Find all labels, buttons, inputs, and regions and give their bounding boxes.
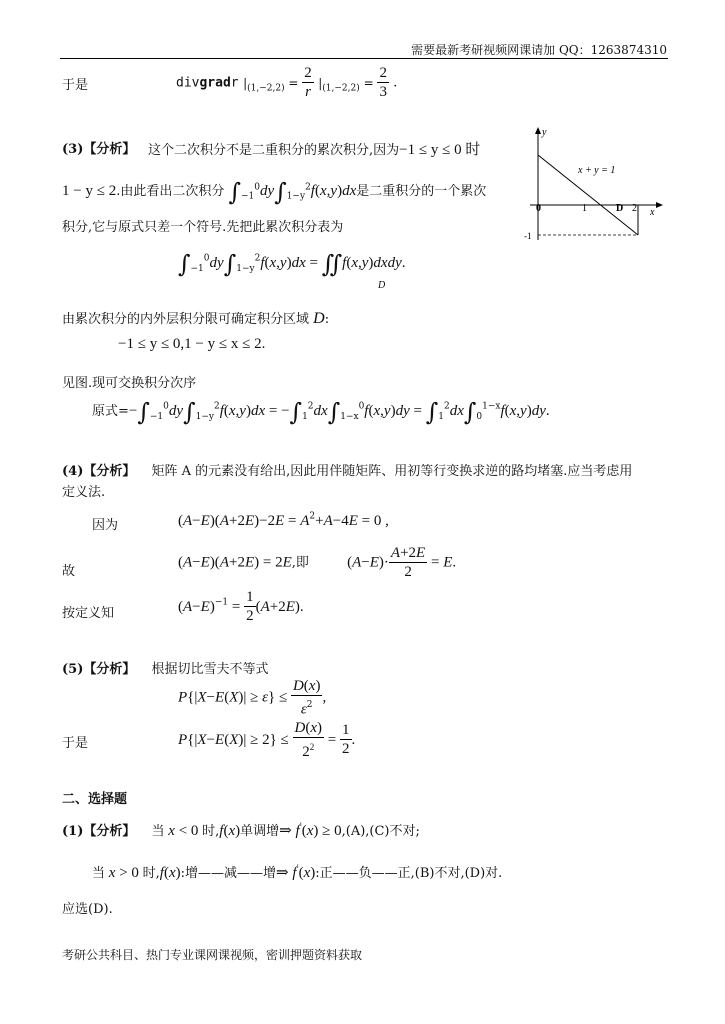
sec3-tag-text: (3)【分析】 [62,142,136,157]
sec4-eq2: (A−E)(A+2E) = 2E,即 (A−E)· $\frac{A+2E}{2}$ = E. [178,545,457,580]
part2-line1-b: 时, [202,824,220,839]
label-yushi: 于是 [62,78,89,93]
sec5-ineq1: P{|X−E(X)| ≥ ε} ≤ $\frac{D(x)}{\varepsilon^2}$ , [178,678,327,718]
label-ji: ,即 [291,555,309,571]
sec3-line2: 1 − y ≤ 2.由此看出二次积分 $\int_{-1}^0dy\int_{1-y}^2f(x,y)dx$是二重积分的一个累次 [62,178,487,206]
sec3-line4: 由累次积分的内外层积分限可确定积分区域 D: [62,310,330,327]
fig-yaxis: y [542,127,547,138]
sec3-tag [62,138,135,157]
sec3-identity: $\int_{-1}^0dy\int_{1-y}^2f(x,y)dx$ = ∬f(x,y)dxdy. D [178,250,406,291]
sec4-line1-text: 矩阵 A 的元素没有给出,因此用伴随矩阵、用初等行变换求逆的路均堵塞.应当考虑用 [151,464,633,479]
sec3-cond: −1 ≤ y ≤ 0 时 [399,142,481,158]
formula-divgrad: divgradr $|_{(1,-2,2)}$ = $\frac{2}{r}$ $|_{(1,-2,2)}$ = $\frac{2}{3}$ . [176,65,398,100]
label-yushi2: 于是 [62,736,89,751]
part2-line2: 当 x > 0 时,f(x):增——减——增⇒ f′(x):正——负——正,(B)不对,(D)对. [92,864,503,881]
sec3-line1-text: 这个二次积分不是二重积分的累次积分,因为 [148,143,400,158]
header-rule [60,58,668,59]
page-header: 需要最新考研视频网课请加 QQ：1263874310 [411,43,667,57]
sec4-eq3: $(A-E)^{-1}$ = $\frac{1}{2}$ (A+2E). [178,589,304,624]
fig-line-label: x + y = 1 [578,165,616,176]
sec4-eq1: $(A-E)(A+2E)-2E = A^2+A-4E = 0$ , [178,511,389,529]
part2-line1: (1)【分析】 当 x < 0 时,f(x)单调增⇒ f′(x) ≥ 0,(A),(C)不对; [62,822,420,839]
part2-line1-d: ,(A),(C)不对; [341,824,420,839]
part2-line2-d: :正——负——正,(B)不对,(D)对. [315,866,503,881]
fig-neg-one: -1 [524,231,532,241]
sec5-ineq2: P{|X−E(X)| ≥ 2} ≤ $\frac{D(x)}{2^2}$ = $\frac{1}{2}$ . [178,720,356,760]
part2-title: 二、选择题 [62,792,128,807]
sec3-line2-b: .由此看出二次积分 [116,184,225,199]
fig-region-d: D [616,203,624,214]
fig-one: 1 [582,203,587,214]
label-yinwei: 因为 [92,518,119,533]
sec5-line1 [62,658,269,677]
page-footer: 考研公共科目、热门专业课网课视频，密训押题资料获取 [62,948,363,962]
sec5-tag: (5)【分析】 [62,662,136,677]
part2-line2-c: :增——减——增 [180,866,277,881]
sec3-swap: 原式$=-\int_{-1}^0dy\int_{1-y}^2f(x,y)dx = -\int_1^2dx\int_{1-x}^0f(x,y)dy = \int_1^2dx\int_0^{1-x}f(x,y)dy$. [92,398,550,426]
part2-line2-b: 时, [142,866,160,881]
sec3-line1 [148,138,480,159]
label-youleici: 由累次积分的内外层积分限可确定积分区域 [62,312,310,327]
label-gu: 故 [62,564,76,579]
part2-line1-a: 当 [151,824,165,839]
label-yingxuan: 应选(D). [62,902,113,917]
region-figure [520,125,670,245]
label-yuanshi: 原式= [92,404,129,419]
sec3-region: −1 ≤ y ≤ 0,1 − y ≤ x ≤ 2. [118,336,266,352]
fig-origin: 0 [536,203,541,214]
part2-line2-a: 当 [92,866,106,881]
sec4-line2: 定义法. [62,485,106,500]
label-jiantu: 见图.现可交换积分次序 [62,376,197,391]
sec3-line2-a: 1 − y ≤ 2 [62,183,117,199]
part2-line1-c: 单调增 [240,824,280,839]
sec4-line1 [62,460,632,479]
sec5-line1-text: 根据切比雪夫不等式 [151,662,269,677]
label-anding: 按定义知 [62,606,115,621]
fig-xaxis: x [650,207,655,218]
sec4-tag: (4)【分析】 [62,464,136,479]
sec3-line2-c: 是二重积分的一个累次 [356,184,487,199]
sec3-line3: 积分,它与原式只差一个符号.先把此累次积分表为 [62,220,344,235]
fig-two: 2 [632,203,637,214]
part2-tag: (1)【分析】 [62,824,136,839]
